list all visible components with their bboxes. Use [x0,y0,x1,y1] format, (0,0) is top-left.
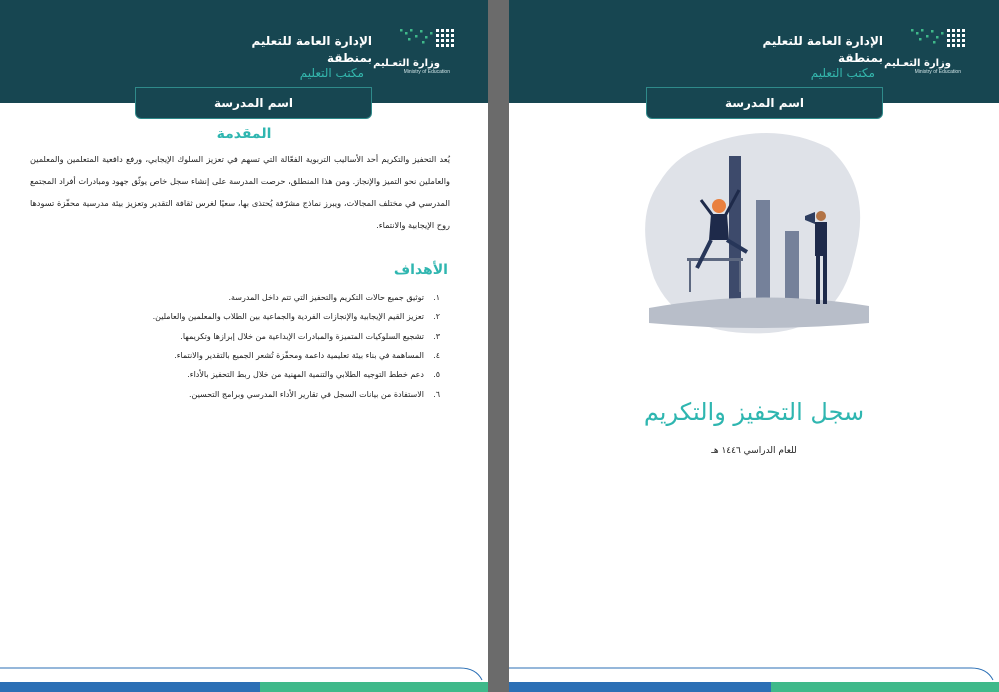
ministry-name-en: Ministry of Education [403,69,450,75]
goal-text: توثيق جميع حالات التكريم والتحفيز التي تتم داخل المدرسة. [228,293,424,303]
main-title: سجل التحفيز والتكريم [643,398,865,426]
directorate-title-line2: بمنطقة [326,51,372,65]
directorate-title [251,33,372,67]
ministry-name-ar: وزارة التعـليم [373,58,440,69]
school-name-tab [135,87,372,119]
goal-text: تشجيع السلوكيات المتميزة والمبادرات الإبداعية من خلال إبرازها وتكريمها. [180,331,424,341]
directorate-title-line2: بمنطقة [837,51,883,65]
academic-year: للعام الدراسي ١٤٤٦ هـ [711,446,797,456]
goal-number: ٥. [433,370,440,380]
education-office: مكتب التعليم [810,66,875,80]
goal-text: دعم خطط التوجيه الطلابي والتنمية المهنية من خلال ربط التحفيز بالأداء. [187,370,424,380]
goal-item [28,384,440,403]
goal-item [28,288,440,307]
goal-number: ٣. [433,331,440,341]
goal-text: الاستفادة من بيانات السجل في تقارير الأداء المدرسي وبرامج التحسين. [188,389,424,399]
goal-item [28,365,440,384]
education-office: مكتب التعليم [299,66,364,80]
directorate-title-line1: الإدارة العامة للتعليم [762,34,883,48]
school-name-label: اسم المدرسة [724,96,805,110]
goal-number: ١. [433,293,440,303]
achievement-illustration-icon [639,128,869,343]
goal-number: ٢. [433,312,440,322]
school-name-label: اسم المدرسة [213,96,294,110]
footer-wave-icon [509,652,999,692]
school-name-tab [646,87,883,119]
intro-title: المقدمة [216,126,272,142]
goal-item [28,327,440,346]
goal-text: المساهمة في بناء بيئة تعليمية داعمة ومحفّزة تُشعر الجميع بالتقدير والانتماء. [174,351,424,361]
directorate-title-line1: الإدارة العامة للتعليم [251,34,372,48]
goal-item [28,346,440,365]
goal-number: ٦. [433,389,440,399]
ministry-name-ar: وزارة التعـليم [884,58,951,69]
footer-wave-icon [0,652,488,692]
directorate-title [762,33,883,67]
intro-paragraph: يُعد التحفيز والتكريم أحد الأساليب التربوية الفعّالة التي تسهم في تعزيز السلوك الإيجابي، ورفع دافعية المتعلمين والمعلمين والعاملين نحو التميز والإنجاز. ومن هذا المنطلق، حرصت المدرسة على إنشاء سجل خاص يوثّق جهود ومبادرات أفراد المجتمع المدرسي في مختلف المجالات، ويبرز نماذج مشرّفة يُحتذى بها، سعيًا لغرس ثقافة التقدير وتعزيز بيئة مدرسية محفّزة تسودها روح الإيجابية والانتماء. [30,154,450,230]
goal-item [28,307,440,326]
goals-title: الأهداف [393,262,448,278]
goals-list [28,288,440,404]
intro-page [0,0,488,692]
ministry-name-en: Ministry of Education [914,69,961,75]
cover-page [509,0,999,692]
goal-number: ٤. [433,351,440,361]
goal-text: تعزيز القيم الإيجابية والإنجازات الفردية والجماعية بين الطلاب والمعلمين والعاملين. [152,312,424,322]
